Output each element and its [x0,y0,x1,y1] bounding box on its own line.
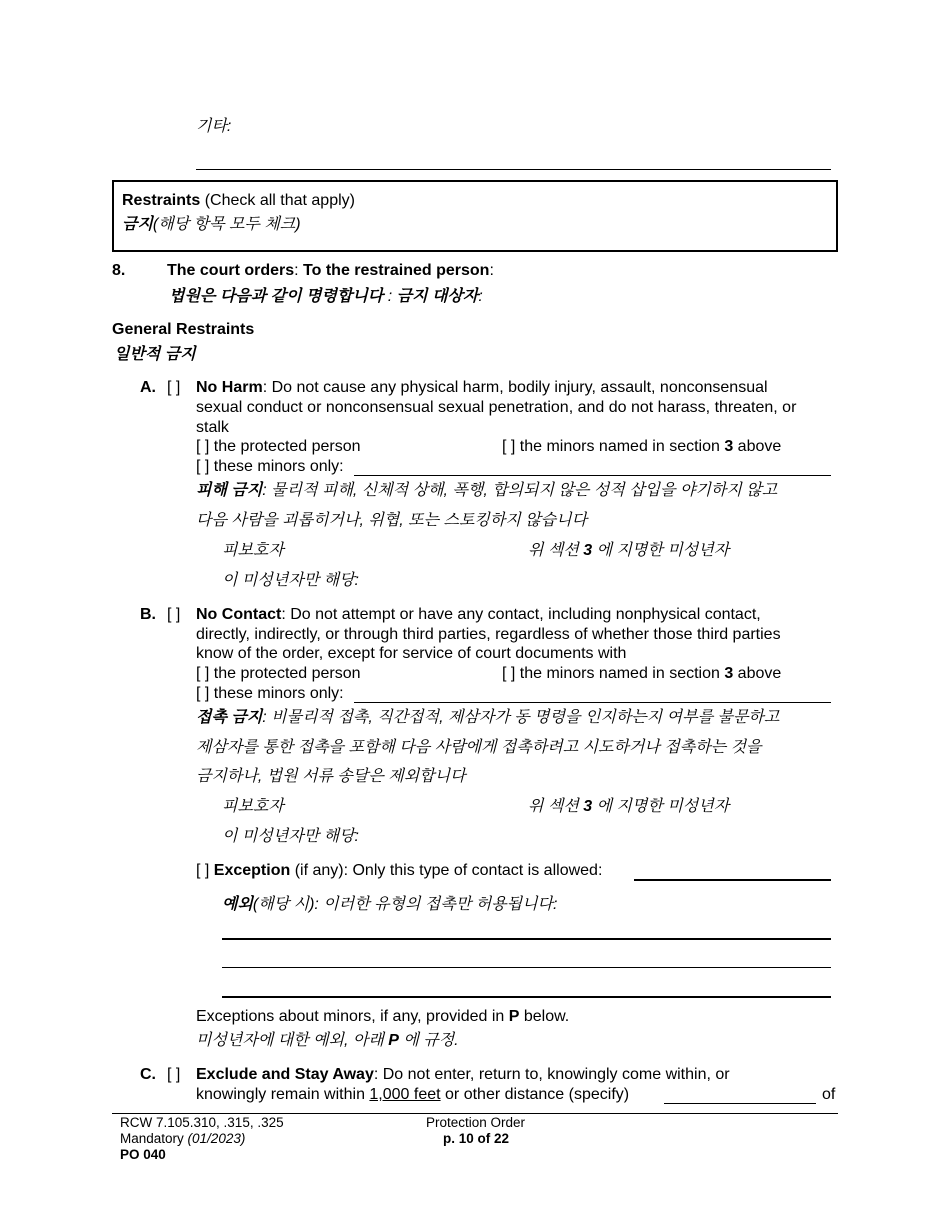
footer-date: (01/2023) [187,1131,246,1146]
minors-note-ko-post: 에 규정. [398,1032,459,1049]
item-b-ko-line3: 금지하나, 법원 서류 송달은 제외합니다 [196,768,466,785]
minors-note-ko-p: P [388,1032,399,1049]
item-b-opt2-post: above [733,665,782,682]
item-b-minors-input-line[interactable] [354,702,831,703]
item-a-ko-opt1: 피보호자 [222,542,284,559]
item-a-opt2-pre: [ ] the minors named in section [502,438,725,455]
exception-ko-text: (해당 시): 이러한 유형의 접촉만 허용됩니다: [252,896,558,913]
item-a-title: No Harm [196,379,263,396]
restraints-heading-ko [122,215,301,235]
item-c-line1 [196,1065,730,1085]
footer-page-number: p. 10 of 22 [443,1131,510,1146]
section-heading-ko [169,287,483,307]
minors-exceptions-note-ko [196,1031,459,1051]
item-a-ko-line1 [196,481,777,501]
minors-note-pre: Exceptions about minors, if any, provided in [196,1008,509,1025]
item-a-ko-opt2-post: 에 지명한 미성년자 [592,542,730,559]
item-a-ko-opt2 [528,541,729,561]
footer-mandatory-label: Mandatory [120,1131,188,1146]
item-b-line1 [196,605,761,625]
exception-input-line-2[interactable] [222,938,831,940]
item-b-ko-opt2-post: 에 지명한 미성년자 [592,798,730,815]
item-a-ko-opt3: 이 미성년자만 해당: [222,572,359,589]
item-b-ko-line2: 제삼자를 통한 접촉을 포함해 다음 사람에게 접촉하려고 시도하거나 접촉하는 것을 [196,739,762,756]
exception-input-line-3[interactable] [222,967,831,968]
item-a-ko-title: 피해 금지 [196,482,263,499]
item-a-text1: : Do not cause any physical harm, bodily injury, assault, nonconsensual [262,379,768,396]
item-c-letter: C. [140,1066,156,1083]
section-lead: The court orders [167,262,295,279]
item-b-opt2-num: 3 [724,665,734,682]
section-end-ko: : [478,288,483,305]
general-restraints-title-ko: 일반적 금지 [114,346,196,363]
item-c-text2-post: or other distance (specify) [440,1086,630,1103]
footer-divider [112,1113,838,1114]
section-colon: : [294,262,304,279]
restraints-subtitle-ko: (해당 항목 모두 체크) [152,216,301,233]
item-b-option-these-minors[interactable]: [ ] these minors only: [196,685,344,702]
item-b-title: No Contact [196,606,282,623]
exception-checkbox[interactable]: [ ] [196,862,214,879]
item-c-distance: 1,000 feet [369,1086,441,1103]
item-c-line2 [196,1085,629,1105]
item-b-ko-text1: : 비물리적 접촉, 직간접적, 제삼자가 동 명령을 인지하는지 여부를 불문하고 [262,709,780,726]
exception-title: Exception [213,862,291,879]
item-c-title: Exclude and Stay Away [196,1066,374,1083]
general-restraints-title: General Restraints [112,321,255,338]
minors-note-ko-pre: 미성년자에 대한 예외, 아래 [196,1032,389,1049]
item-b-option-protected[interactable]: [ ] the protected person [196,665,361,682]
item-b-ko-title: 접촉 금지 [196,709,263,726]
item-b-ko-opt3: 이 미성년자만 해당: [222,828,359,845]
item-c-distance-input-line[interactable] [664,1103,816,1104]
section-heading [167,261,494,281]
section-target-ko: 금지 대상자 [396,288,479,305]
item-a-checkbox[interactable]: [ ] [167,379,181,396]
item-b-letter: B. [140,606,156,623]
item-a-line1 [196,378,768,398]
item-a-ko-opt2-pre: 위 섹션 [528,542,584,559]
item-b-line2: directly, indirectly, or through third parties, regardless of whether those third parties [196,626,781,643]
other-label: 기타: [196,118,232,135]
item-b-line3: know of the order, except for service of court documents with [196,645,627,662]
item-c-text2-pre: knowingly remain within [196,1086,370,1103]
restraints-title: Restraints [122,192,201,209]
item-b-ko-opt2 [528,797,729,817]
item-b-opt2-pre: [ ] the minors named in section [502,665,725,682]
item-a-ko-line2: 다음 사람을 괴롭히거나, 위협, 또는 스토킹하지 않습니다 [196,512,588,529]
item-b-ko-opt2-pre: 위 섹션 [528,798,584,815]
exception-line[interactable] [196,861,602,881]
restraints-heading [122,191,355,211]
exception-ko-line [222,895,557,915]
exception-input-line[interactable] [634,879,831,881]
exception-text: (if any): Only this type of contact is allowed: [290,862,603,879]
item-a-option-protected[interactable]: [ ] the protected person [196,438,361,455]
item-b-option-minors-section[interactable] [502,664,781,684]
footer-form-number: PO 040 [120,1147,166,1162]
item-a-opt2-num: 3 [724,438,734,455]
exception-input-line-4[interactable] [222,996,831,998]
section-sep-ko: : [383,288,397,305]
item-a-option-these-minors[interactable]: [ ] these minors only: [196,458,344,475]
item-b-ko-opt1: 피보호자 [222,798,284,815]
item-b-checkbox[interactable]: [ ] [167,606,181,623]
item-a-line3: stalk [196,419,229,436]
item-a-letter: A. [140,379,156,396]
item-a-minors-input-line[interactable] [354,475,831,476]
exception-ko-title: 예외 [222,896,253,913]
other-input-line[interactable] [196,169,831,170]
item-c-of: of [822,1086,836,1103]
minors-exceptions-note [196,1007,569,1027]
section-main-ko: 법원은 다음과 같이 명령합니다 [169,288,384,305]
item-a-option-minors-section[interactable] [502,437,781,457]
item-a-opt2-post: above [733,438,782,455]
item-a-ko-text1: : 물리적 피해, 신체적 상해, 폭행, 합의되지 않은 성적 삽입을 야기하지 않고 [262,482,778,499]
section-end: : [489,262,494,279]
item-a-line2: sexual conduct or nonconsensual sexual penetration, and do not harass, threaten, or [196,399,797,416]
item-a-ko-opt2-num: 3 [583,542,593,559]
footer-title: Protection Order [426,1115,526,1130]
minors-note-post: below. [519,1008,570,1025]
restraints-subtitle: (Check all that apply) [200,192,355,209]
item-b-ko-opt2-num: 3 [583,798,593,815]
minors-note-p: P [508,1008,520,1025]
item-b-ko-line1 [196,708,779,728]
footer-rcw: RCW 7.105.310, .315, .325 [120,1115,284,1130]
item-c-checkbox[interactable]: [ ] [167,1066,181,1083]
section-number: 8. [112,262,126,279]
item-b-text1: : Do not attempt or have any contact, including nonphysical contact, [281,606,761,623]
section-target: To the restrained person [303,262,490,279]
item-c-text1: : Do not enter, return to, knowingly come within, or [373,1066,730,1083]
footer-mandatory [120,1131,245,1147]
restraints-title-ko: 금지 [122,216,153,233]
